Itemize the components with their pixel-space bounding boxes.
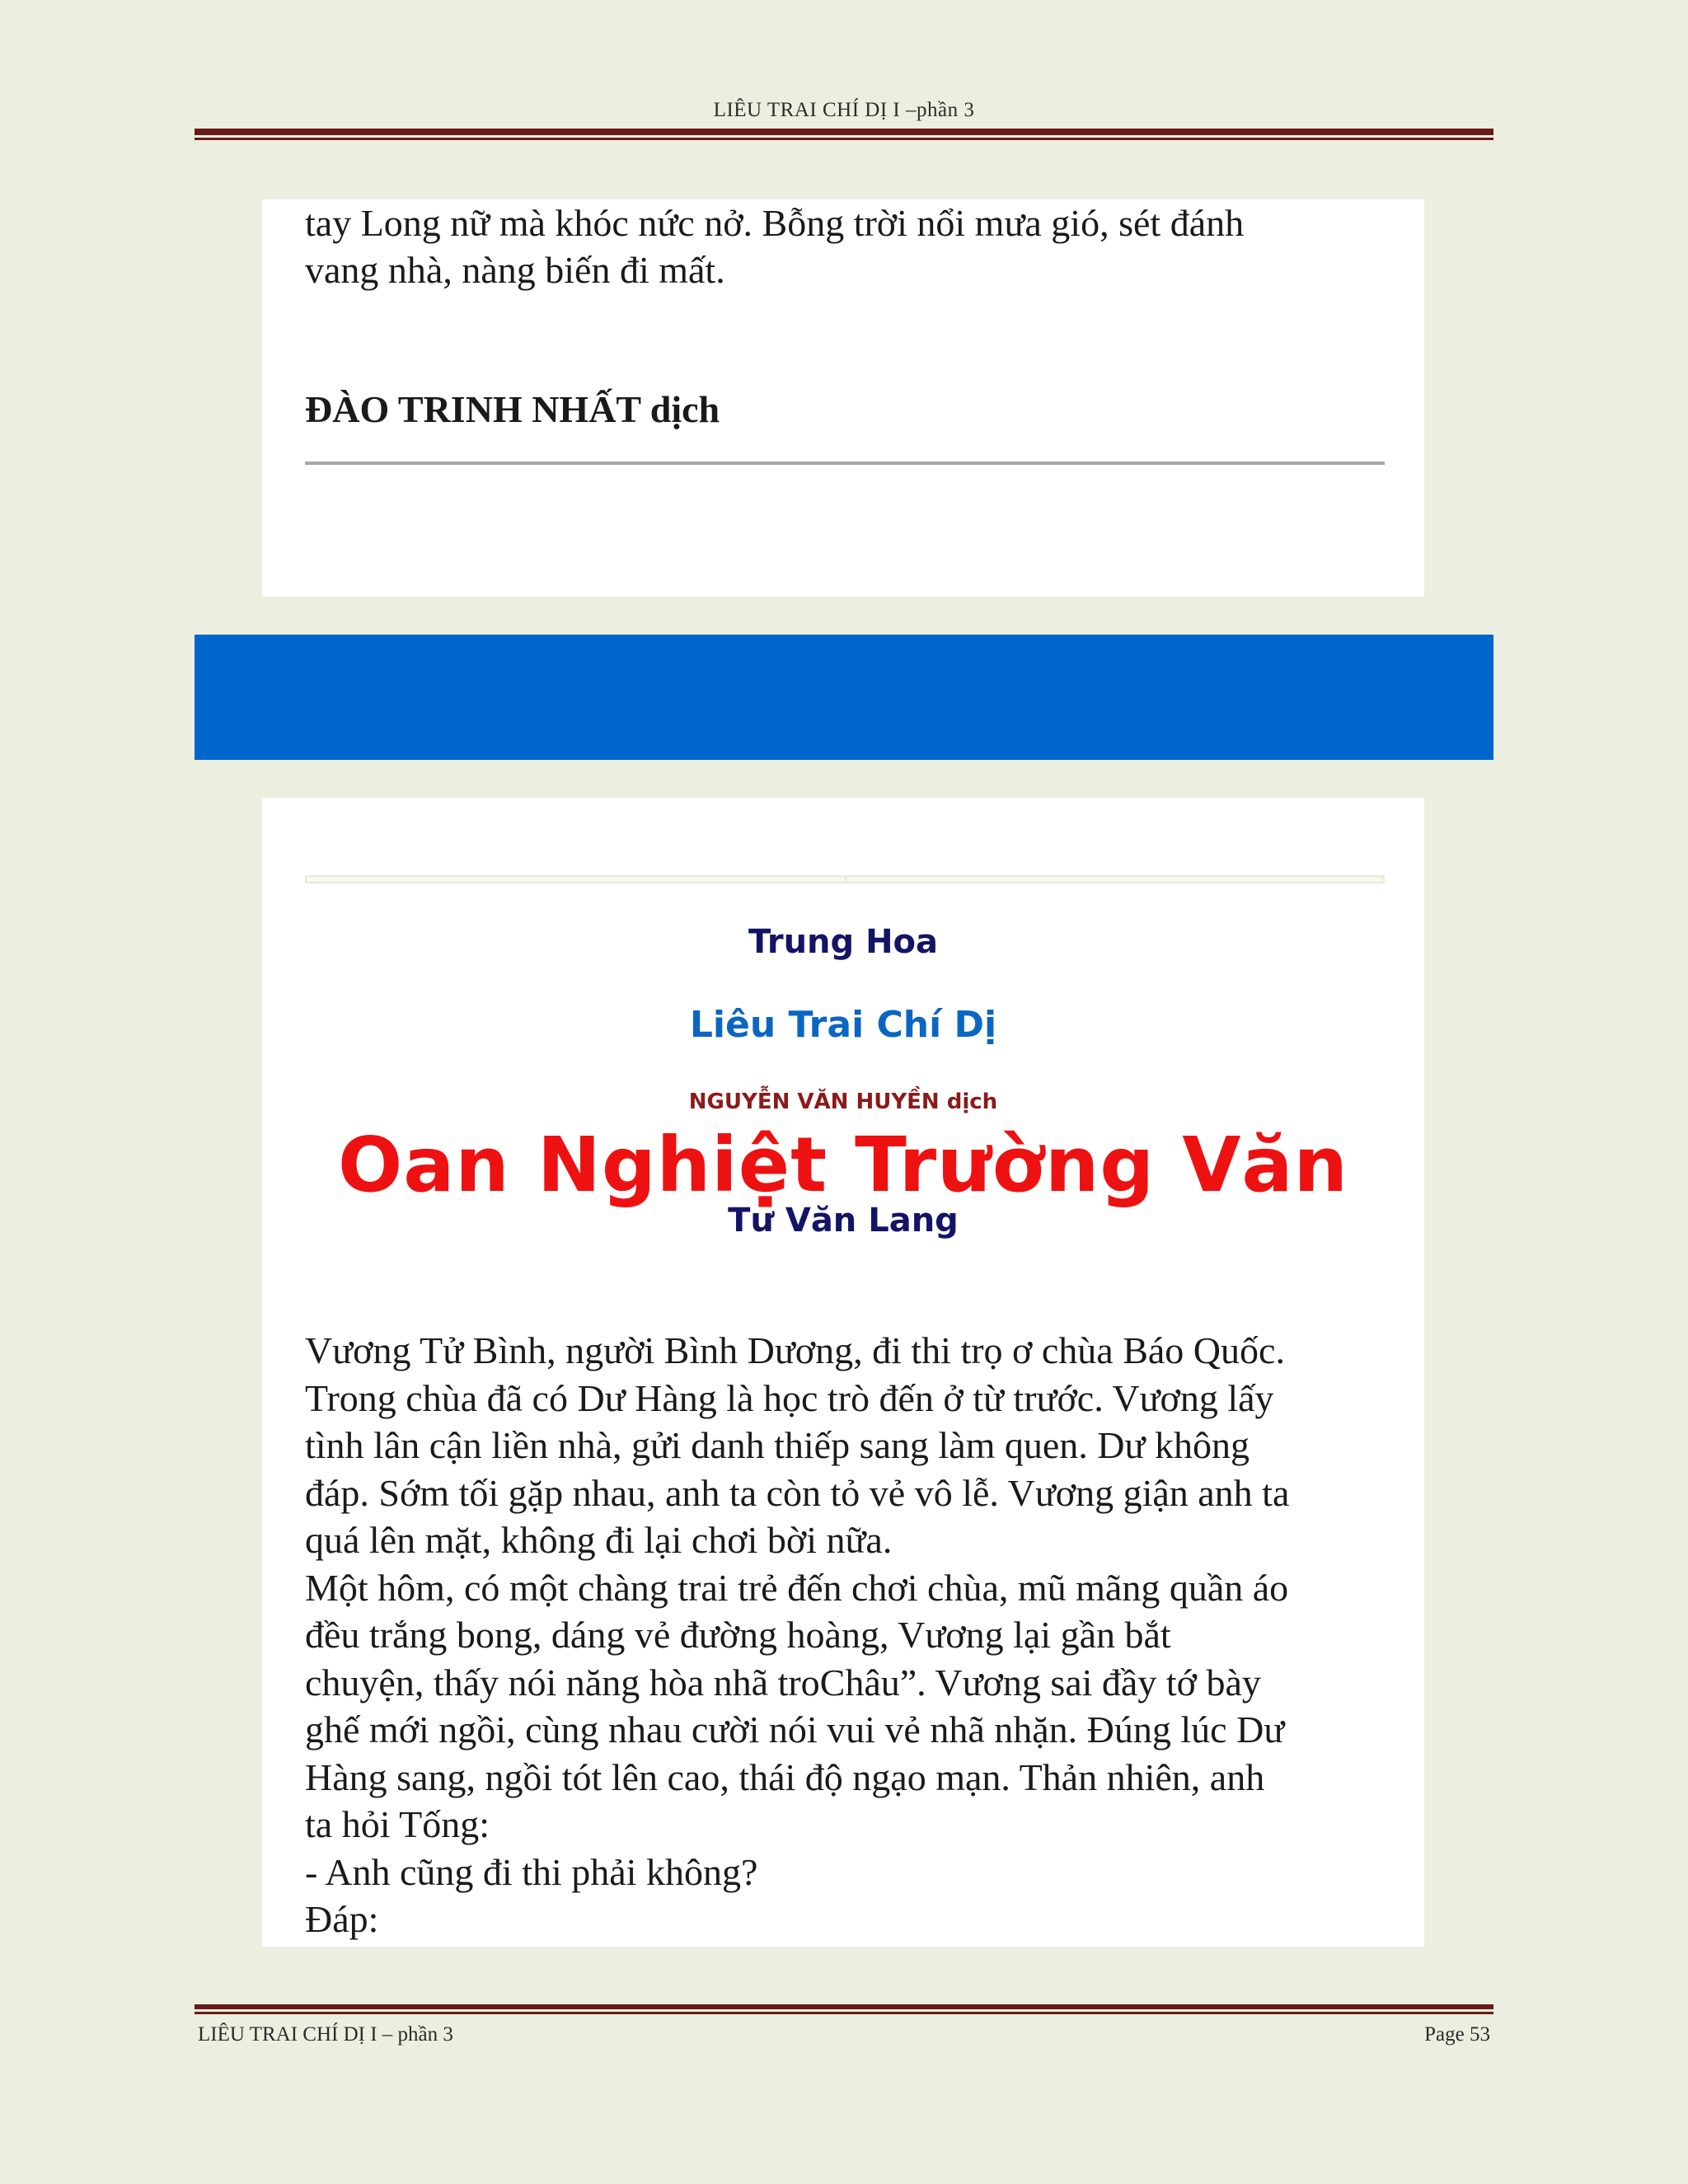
story-body: Vương Tử Bình, người Bình Dương, đi thi trọ ơ chùa Báo Quốc. Trong chùa đã có Dư Hàng là học trò đến ở từ trước. Vương lấy tình lân cận liền nhà, gửi danh thiếp sang làm quen. Dư không đáp. Sớm tối gặp nhau, anh ta còn tỏ vẻ vô lễ. Vương giận anh ta quá lên mặt, không đi lại chơi bời nữa. Một hôm, có một chàng trai trẻ đến chơi chùa, mũ mãng quần áo đều trắng bong, dáng vẻ đường hoàng, Vương lại gần bắt chuyện, thấy nói năng hòa nhã troChâu”. Vương sai đầy tớ bày ghế mới ngồi, cùng nhau cười nói vui vẻ nhã nhặn. Đúng lúc Dư Hàng sang, ngồi tót lên cao, thái độ ngạo mạn. Thản nhiên, anh ta hỏi Tống: - Anh cũng đi thi phải không? Đáp: xyxy=(305,1329,1290,1940)
blue-separator-band xyxy=(195,635,1493,760)
series-title: Liêu Trai Chí Dị xyxy=(689,1004,997,1046)
running-header: LIÊU TRAI CHÍ DỊ I –phần 3 xyxy=(713,99,975,121)
header-rule xyxy=(195,129,1493,140)
closing-paragraph: tay Long nữ mà khóc nức nở. Bỗng trời nổi mưa gió, sét đánh vang nhà, nàng biến đi mất. xyxy=(305,202,1245,291)
translator-credit: ĐÀO TRINH NHẤT dịch xyxy=(305,388,720,430)
author-name: Tư Văn Lang xyxy=(728,1202,959,1240)
page-number: Page 53 xyxy=(1424,2023,1490,2046)
translator-credit: NGUYỄN VĂN HUYỀN dịch xyxy=(688,1090,998,1114)
decorative-frame xyxy=(305,875,1385,883)
story-section xyxy=(262,798,1424,1947)
region-label: Trung Hoa xyxy=(748,923,939,961)
previous-story-end xyxy=(262,199,1424,597)
section-divider xyxy=(305,462,1385,465)
story-title: Oan Nghiệt Trường Văn xyxy=(338,1121,1348,1209)
running-footer: LIÊU TRAI CHÍ DỊ I – phần 3 xyxy=(198,2023,453,2046)
footer-rule xyxy=(195,2004,1493,2014)
